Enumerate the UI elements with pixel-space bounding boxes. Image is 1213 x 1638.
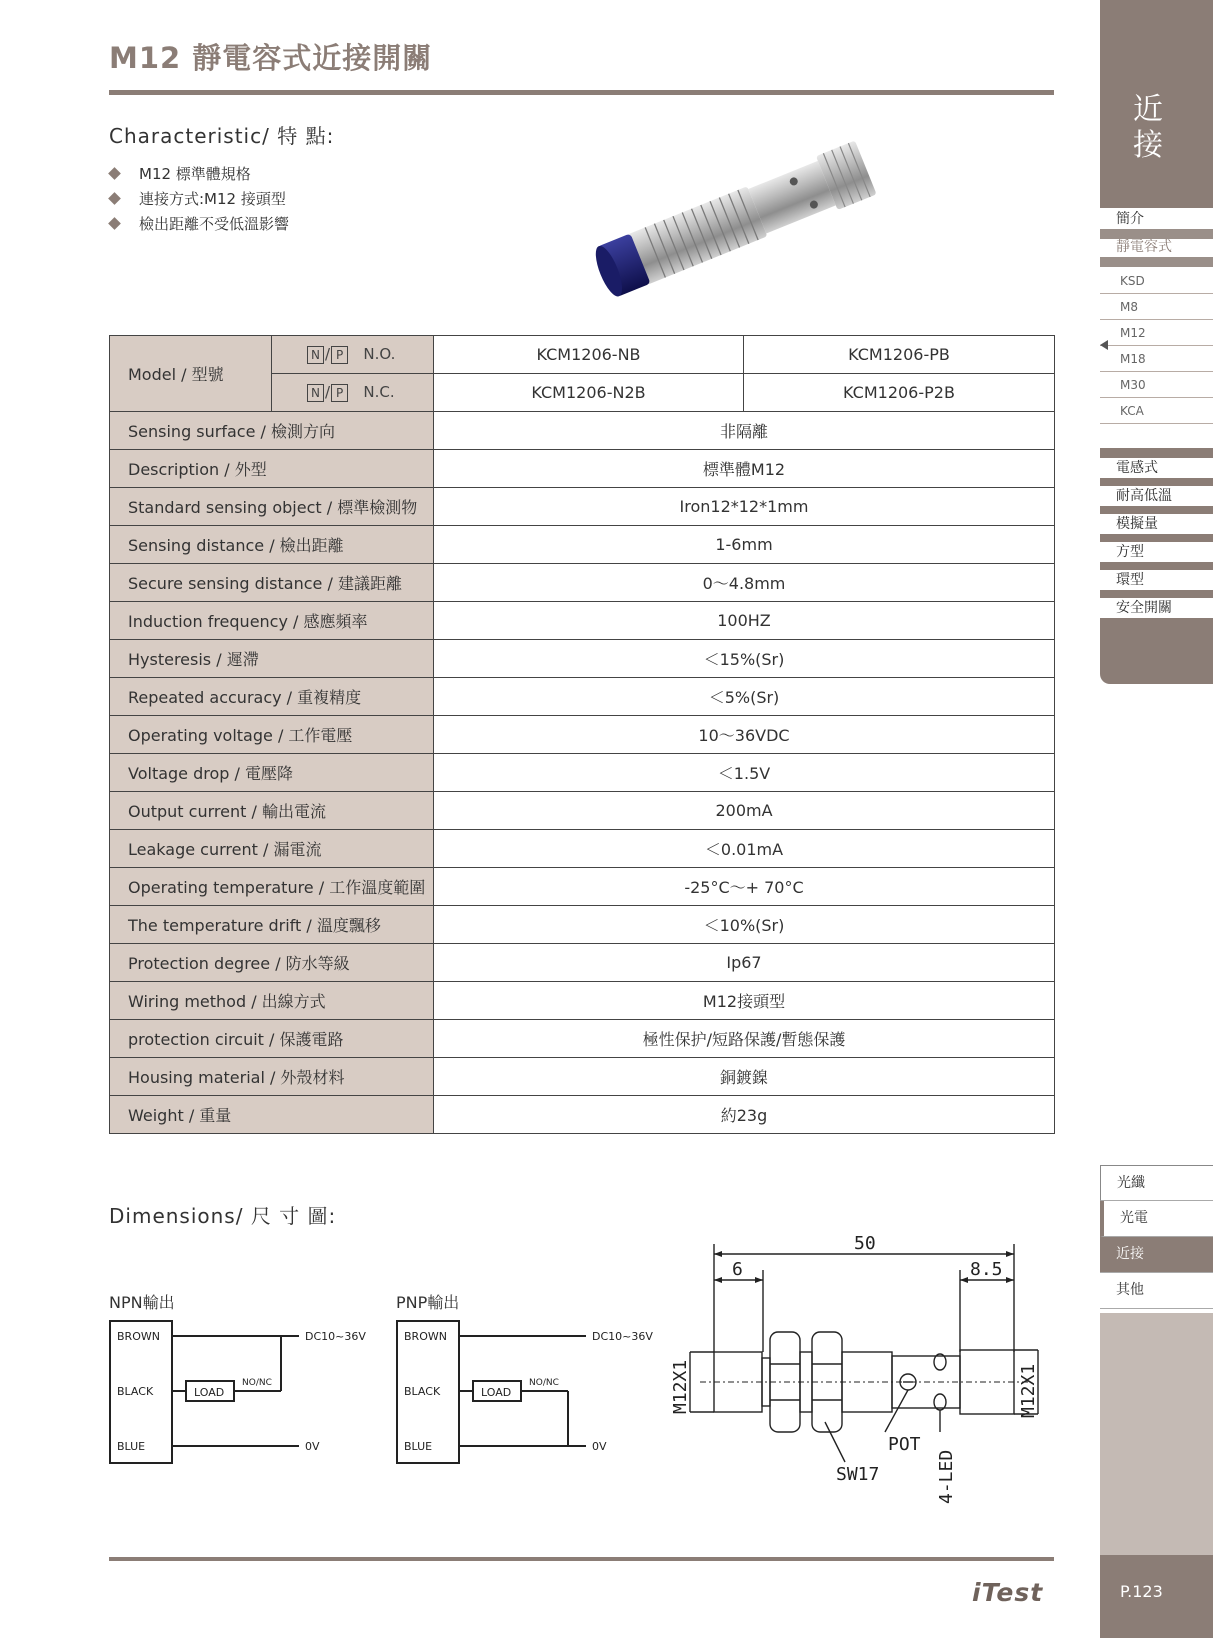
row-label: Weight / 重量 (110, 1096, 434, 1134)
row-label: Repeated accuracy / 重複精度 (110, 678, 434, 716)
characteristic-heading: Characteristic/ 特 點: (109, 124, 335, 148)
header-rule (109, 90, 1054, 95)
row-value: ＜0.01mA (434, 830, 1055, 868)
npn-dc-label: DC10~36V (305, 1330, 366, 1343)
table-row (110, 602, 1055, 640)
led-label: 4-LED (936, 1449, 957, 1504)
model-label: Model / 型號 (110, 336, 272, 412)
row-label: Leakage current / 漏電流 (110, 830, 434, 868)
row-label: Housing material / 外殼材料 (110, 1058, 434, 1096)
row-value: M12接頭型 (434, 982, 1055, 1020)
sidebar-bottom-photo[interactable]: 光電 (1100, 1201, 1213, 1237)
brand-logo: iTest (972, 1578, 1044, 1607)
npn-nonc-label: NO/NC (242, 1378, 272, 1388)
row-value: ＜5%(Sr) (434, 678, 1055, 716)
sidebar-cat-inductive[interactable]: 電感式 (1100, 458, 1213, 478)
row-value: ＜10%(Sr) (434, 906, 1055, 944)
row-label: Protection degree / 防水等級 (110, 944, 434, 982)
row-label: Standard sensing object / 標準檢測物 (110, 488, 434, 526)
pnp-load-label: LOAD (481, 1386, 512, 1399)
page-number: P.123 (1120, 1582, 1163, 1601)
model-nc-npn: KCM1206-N2B (434, 374, 744, 412)
npn-blue-label: BLUE (117, 1440, 146, 1453)
dim-left-label: 6 (732, 1259, 743, 1280)
diamond-bullet-icon (108, 167, 121, 180)
sidebar-sub-ksd[interactable]: KSD (1100, 268, 1213, 294)
row-label: Voltage drop / 電壓降 (110, 754, 434, 792)
row-label: Output current / 輸出電流 (110, 792, 434, 830)
table-row (110, 868, 1055, 906)
sidebar-cat-square[interactable]: 方型 (1100, 542, 1213, 562)
sw-label: SW17 (836, 1464, 880, 1485)
model-no-npn: KCM1206-NB (434, 336, 744, 374)
table-row (110, 1058, 1055, 1096)
row-label: Hysteresis / 遲滯 (110, 640, 434, 678)
row-label: Sensing distance / 檢出距離 (110, 526, 434, 564)
row-value: 非隔離 (434, 412, 1055, 450)
sidebar-bottom-proximity[interactable]: 近接 (1100, 1237, 1213, 1273)
pnp-0v-label: 0V (592, 1440, 607, 1453)
row-value: 約23g (434, 1096, 1055, 1134)
sidebar-sub-m18[interactable]: M18 (1100, 346, 1213, 372)
thread-right-label: M12X1 (1018, 1363, 1039, 1418)
row-label: Secure sensing distance / 建議距離 (110, 564, 434, 602)
npn-0v-label: 0V (305, 1440, 320, 1453)
feature-item: M12 標準體規格 (110, 163, 251, 184)
model-nc-pnp: KCM1206-P2B (744, 374, 1055, 412)
spec-table (109, 335, 1055, 1134)
row-value: 標準體M12 (434, 450, 1055, 488)
npn-title: NPN輸出 (109, 1293, 175, 1312)
footer-rule (109, 1557, 1054, 1561)
page-title: M12 靜電容式近接開關 (109, 41, 433, 75)
table-row (110, 526, 1055, 564)
npn-brown-label: BROWN (117, 1330, 160, 1343)
table-row (110, 678, 1055, 716)
table-row (110, 906, 1055, 944)
sidebar-kanji-2: 接 (1133, 128, 1163, 163)
pnp-black-label: BLACK (404, 1385, 441, 1398)
sidebar-sub-m30[interactable]: M30 (1100, 372, 1213, 398)
sidebar-sub-kca[interactable]: KCA (1100, 398, 1213, 424)
table-row (110, 450, 1055, 488)
table-row (110, 944, 1055, 982)
sidebar-bottom-other[interactable]: 其他 (1100, 1273, 1213, 1309)
sidebar-sub-m12[interactable]: M12 (1100, 320, 1213, 346)
pnp-brown-label: BROWN (404, 1330, 447, 1343)
table-row (110, 792, 1055, 830)
dimension-drawing (660, 1232, 1060, 1522)
table-row (110, 412, 1055, 450)
sidebar-category-group (1100, 448, 1213, 684)
sensor-product-image (588, 120, 898, 310)
diamond-bullet-icon (108, 192, 121, 205)
sidebar-item-intro[interactable]: 簡介 (1116, 211, 1144, 227)
sidebar-sub-m8[interactable]: M8 (1100, 294, 1213, 320)
np-nc-cell: N / P N.C. (272, 374, 434, 412)
row-value: 0～4.8mm (434, 564, 1055, 602)
row-label: Wiring method / 出線方式 (110, 982, 434, 1020)
sidebar-bottom-fiber[interactable]: 光纖 (1100, 1165, 1213, 1201)
npn-wiring-diagram (109, 1318, 379, 1464)
dim-total-label: 50 (854, 1233, 876, 1254)
row-label: Operating temperature / 工作溫度範圍 (110, 868, 434, 906)
table-row (110, 336, 1055, 374)
thread-left-label: M12X1 (670, 1359, 691, 1414)
dimensions-heading: Dimensions/ 尺 寸 圖: (109, 1204, 337, 1228)
dim-right-label: 8.5 (970, 1259, 1003, 1280)
feature-item: 檢出距離不受低溫影響 (110, 213, 289, 234)
table-row (110, 488, 1055, 526)
row-value: Ip67 (434, 944, 1055, 982)
row-label: Description / 外型 (110, 450, 434, 488)
row-label: The temperature drift / 溫度飄移 (110, 906, 434, 944)
table-row (110, 830, 1055, 868)
row-label: Induction frequency / 感應頻率 (110, 602, 434, 640)
pnp-title: PNP輸出 (396, 1293, 460, 1312)
row-value: 銅鍍鎳 (434, 1058, 1055, 1096)
diamond-bullet-icon (108, 217, 121, 230)
row-value: ＜1.5V (434, 754, 1055, 792)
table-row (110, 754, 1055, 792)
table-row (110, 1020, 1055, 1058)
pnp-wiring-diagram (396, 1318, 666, 1464)
table-row (110, 564, 1055, 602)
row-value: -25°C～+ 70°C (434, 868, 1055, 906)
sidebar-cat-ring[interactable]: 環型 (1100, 570, 1213, 590)
row-value: 100HZ (434, 602, 1055, 640)
row-label: Operating voltage / 工作電壓 (110, 716, 434, 754)
table-row (110, 1096, 1055, 1134)
pnp-dc-label: DC10~36V (592, 1330, 653, 1343)
pot-label: POT (888, 1434, 921, 1455)
npn-load-label: LOAD (194, 1386, 225, 1399)
sidebar-divider (1100, 257, 1213, 267)
row-label: protection circuit / 保護電路 (110, 1020, 434, 1058)
npn-black-label: BLACK (117, 1385, 154, 1398)
row-value: ＜15%(Sr) (434, 640, 1055, 678)
row-value: 極性保护/短路保護/暫態保護 (434, 1020, 1055, 1058)
sidebar-cat-analog[interactable]: 模擬量 (1100, 514, 1213, 534)
pnp-nonc-label: NO/NC (529, 1378, 559, 1388)
table-row (110, 640, 1055, 678)
sidebar-item-current[interactable]: 靜電容式 (1116, 239, 1172, 255)
row-value: 1-6mm (434, 526, 1055, 564)
table-row (110, 982, 1055, 1020)
table-row (110, 716, 1055, 754)
sidebar-cat-safety[interactable]: 安全開關 (1100, 598, 1213, 618)
pnp-blue-label: BLUE (404, 1440, 433, 1453)
row-value: Iron12*12*1mm (434, 488, 1055, 526)
sidebar-cat-temperature[interactable]: 耐高低溫 (1100, 486, 1213, 506)
sidebar-kanji-1: 近 (1133, 92, 1163, 127)
row-label: Sensing surface / 檢測方向 (110, 412, 434, 450)
model-no-pnp: KCM1206-PB (744, 336, 1055, 374)
np-no-cell: N / P N.O. (272, 336, 434, 374)
row-value: 200mA (434, 792, 1055, 830)
row-value: 10～36VDC (434, 716, 1055, 754)
feature-item: 連接方式:M12 接頭型 (110, 188, 286, 209)
